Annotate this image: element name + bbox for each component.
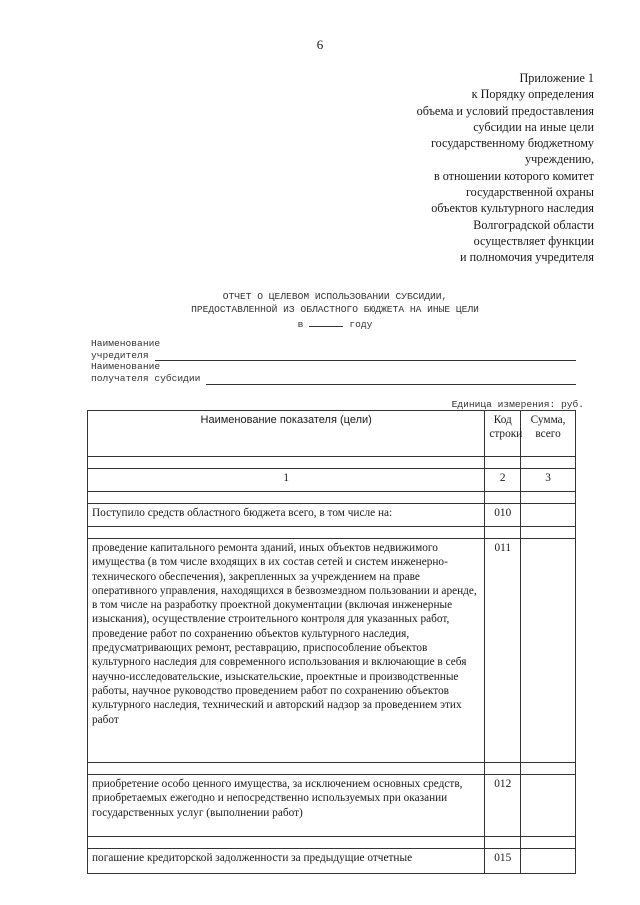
founder-input-line[interactable] [155,351,576,361]
row-name: Поступило средств областного бюджета всего, в том числе на: [88,504,485,527]
report-year-line [120,316,550,331]
appendix-line: объектов культурного наследия [431,201,594,216]
appendix-block [344,70,594,266]
table-row [88,849,576,874]
appendix-line: объема и условий предоставления [416,103,594,118]
appendix-line: осуществляет функции [473,233,594,248]
row-name: приобретение особо ценного имущества, за исключением основных средств, приобретаемых ежегодно и непосредственно используемых при оказании государственных услуг (выполнении работ) [88,775,485,837]
table-spacer [88,763,576,775]
recipient-field [91,373,576,385]
year-prefix: в [297,319,304,330]
header-indicator-name: Наименование показателя (цели) [88,411,485,457]
row-code: 010 [485,504,521,527]
founder-field [91,350,576,362]
subsidy-report-table [87,410,576,874]
recipient-label: получателя субсидии [91,373,201,385]
unit-of-measure: Единица измерения: руб. [451,399,584,410]
appendix-line: Приложение 1 [519,71,594,85]
appendix-line: государственной охраны [465,185,594,200]
table-row [88,539,576,763]
column-number: 1 [88,469,485,492]
page-number: 6 [316,37,324,52]
column-number: 2 [485,469,521,492]
recipient-input-line[interactable] [206,375,576,385]
row-code: 015 [485,849,521,874]
appendix-line: к Порядку определения [471,87,594,102]
row-name: проведение капитального ремонта зданий, иных объектов недвижимого имущества (в том числе входящих в их состав сетей и систем инженерно-технического обеспечения), закрепленных за учреждением на праве оперативного управления, находящихся в безвозмездном пользовании и аренде, в том числе на разработку проектной документации (включая инженерные изыскания), осуществление строительного контроля для указанных работ, проведение работ по сохранению объектов культурного наследия, предусматривающих ремонт, реставрацию, приспособление объектов культурного наследия для современного использования и включающие в себя научно-исследовательские, изыскательские, проектные и производственные работы, научное руководство проведением работ по сохранению объектов культурного наследия, технический и авторский надзор за проведением этих работ [88,539,485,763]
row-sum-cell[interactable] [521,539,576,763]
report-title-line-2: ПРЕДОСТАВЛЕННОЙ ИЗ ОБЛАСТНОГО БЮДЖЕТА НА ИНЫЕ ЦЕЛИ [191,304,479,315]
header-line-code: Код строки [485,411,521,457]
table-spacer [88,457,576,469]
header-sum-total: Сумма, всего [521,411,576,457]
table-spacer [88,837,576,849]
founder-label: учредителя [91,349,149,361]
table-spacer [88,527,576,539]
founder-label-top: Наименование [91,338,161,349]
appendix-line: в отношении которого комитет [433,168,594,183]
row-name: погашение кредиторской задолженности за предыдущие отчетные [88,849,485,874]
row-sum-cell[interactable] [521,504,576,527]
table-header-row [88,411,576,457]
column-number: 3 [521,469,576,492]
row-sum-cell[interactable] [521,775,576,837]
appendix-line: государственному бюджетному [430,136,594,151]
appendix-line: субсидии на иные цели [473,119,594,134]
report-title-line-1: ОТЧЕТ О ЦЕЛЕВОМ ИСПОЛЬЗОВАНИИ СУБСИДИИ, [222,291,448,302]
year-blank-field[interactable] [309,316,343,327]
table-spacer [88,492,576,504]
table-row [88,775,576,837]
table-row [88,504,576,527]
recipient-label-top: Наименование [91,361,161,373]
appendix-line: и полномочия учредителя [460,250,594,265]
row-sum-cell[interactable] [521,849,576,874]
row-code: 011 [485,539,521,763]
row-code: 012 [485,775,521,837]
column-number-row [88,469,576,492]
report-title [120,290,550,331]
header-fields [91,338,576,385]
appendix-line: Волгоградской области [473,217,594,232]
year-suffix: году [349,319,373,330]
appendix-line: учреждению, [525,152,594,167]
